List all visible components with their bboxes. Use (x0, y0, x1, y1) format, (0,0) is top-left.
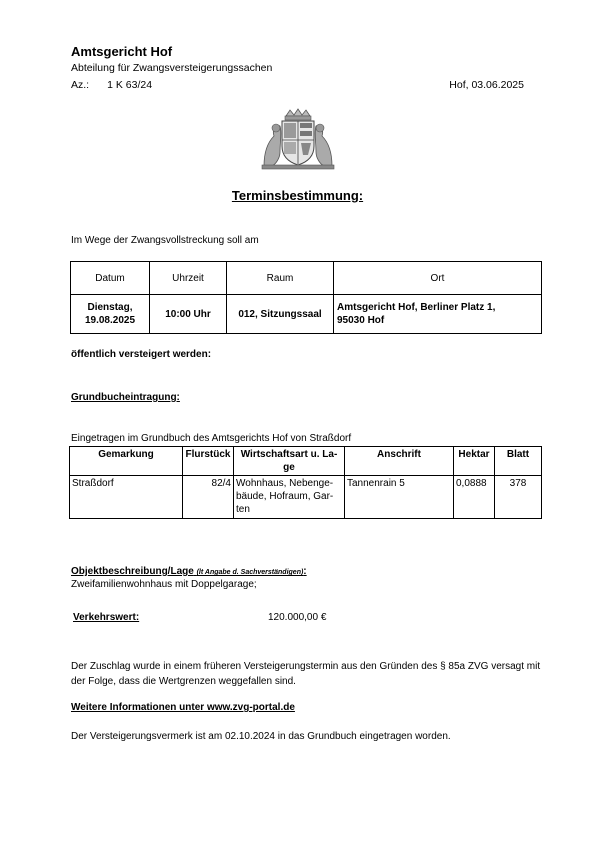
cell-hektar: 0,0888 (454, 476, 495, 519)
object-description: Zweifamilienwohnhaus mit Doppelgarage; (71, 579, 257, 590)
cell-wirtschaftsart: Wohnhaus, Nebenge-bäude, Hofraum, Gar-ten (234, 476, 345, 519)
header-ort: Ort (334, 262, 542, 295)
table-row (70, 476, 542, 519)
department: Abteilung für Zwangsversteigerungssachen (71, 62, 273, 74)
page-title: Terminsbestimmung: (231, 188, 364, 203)
intro-text: Im Wege der Zwangsvollstreckung soll am (71, 235, 259, 246)
header-datum: Datum (71, 262, 150, 295)
land-register-table (69, 446, 542, 519)
header-anschrift: Anschrift (345, 447, 454, 476)
cell-time: 10:00 Uhr (150, 295, 227, 334)
header-uhrzeit: Uhrzeit (150, 262, 227, 295)
land-register-heading: Grundbucheintragung: (71, 392, 180, 403)
object-heading-suffix: : (303, 566, 307, 577)
file-number-label: Az.: (71, 79, 90, 91)
bavarian-coat-of-arms-icon (258, 108, 338, 170)
cell-date: Dienstag, 19.08.2025 (71, 295, 150, 334)
sold-text: öffentlich versteigert werden: (71, 349, 212, 360)
cell-anschrift: Tannenrain 5 (345, 476, 454, 519)
table-header-row (70, 447, 542, 476)
cell-place: Amtsgericht Hof, Berliner Platz 1, 95030 Hof (334, 295, 542, 334)
appointment-table (70, 261, 542, 334)
market-value-label: Verkehrswert: (73, 612, 140, 623)
zuschlag-text: Der Zuschlag wurde in einem früheren Versteigerungstermin aus den Gründen des § 85a ZVG versagt mit der Folge, dass die Wertgrenzen weggefallen sind. (71, 661, 541, 687)
object-heading-label: Objektbeschreibung/Lage (71, 566, 194, 577)
cell-room: 012, Sitzungssaal (227, 295, 334, 334)
object-heading (71, 566, 307, 577)
cell-blatt: 378 (495, 476, 542, 519)
more-info-link[interactable]: Weitere Informationen unter www.zvg-portal.de (71, 702, 295, 713)
market-value: 120.000,00 € (268, 612, 327, 623)
header-flurstueck: Flurstück (183, 447, 234, 476)
table-row (71, 295, 542, 334)
object-heading-note: (lt Angabe d. Sachverständigen) (196, 569, 304, 576)
file-number (71, 79, 152, 91)
cell-flurstueck: 82/4 (183, 476, 234, 519)
vermerk-text: Der Versteigerungsvermerk ist am 02.10.2024 in das Grundbuch eingetragen worden. (71, 731, 451, 742)
header-hektar: Hektar (454, 447, 495, 476)
cell-gemarkung: Straßdorf (70, 476, 183, 519)
header-blatt: Blatt (495, 447, 542, 476)
court-name: Amtsgericht Hof (71, 44, 173, 59)
place-date: Hof, 03.06.2025 (449, 79, 524, 91)
header-gemarkung: Gemarkung (70, 447, 183, 476)
file-number-value: 1 K 63/24 (107, 79, 153, 91)
header-wirtschaftsart: Wirtschaftsart u. La-ge (234, 447, 345, 476)
header-raum: Raum (227, 262, 334, 295)
table-header-row (71, 262, 542, 295)
land-register-entry: Eingetragen im Grundbuch des Amtsgerichts Hof von Straßdorf (71, 433, 352, 444)
